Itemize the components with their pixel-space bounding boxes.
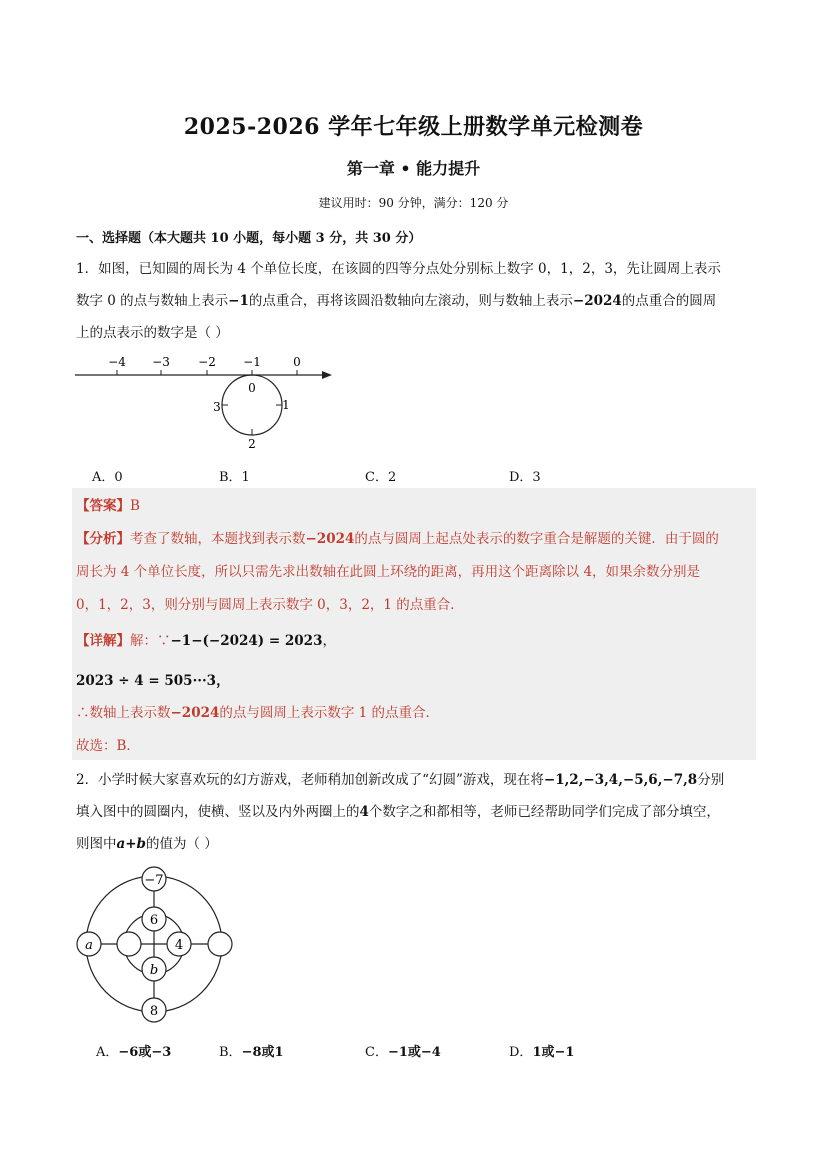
option-value: 1或−1: [532, 1045, 575, 1060]
q2-text: 则图中: [76, 836, 117, 852]
q1-text: 的点重合，再将该圆沿数轴向左滚动，则与数轴上表示: [248, 293, 573, 309]
detail-line-3: [76, 704, 766, 722]
circle-label-2: 2: [248, 437, 256, 451]
node-right: [208, 932, 232, 956]
q2-math-numbers: −1,2,−3,4,−5,6,−7,8: [543, 772, 698, 788]
q1-option-d[interactable]: D．3: [509, 470, 541, 485]
analysis-text: 考查了数轴，本题找到表示数: [130, 531, 306, 547]
detail-tag: 【详解】: [76, 633, 130, 649]
option-letter: A．: [96, 1045, 119, 1060]
q2-option-a[interactable]: [96, 1041, 171, 1060]
detail-math: −2024: [170, 705, 220, 721]
detail-line-2: 2023 ÷ 4 = 505···3，: [76, 673, 230, 689]
node-inner-bottom-label: b: [149, 963, 159, 978]
option-letter: C．: [365, 1045, 388, 1060]
circle-label-3: 3: [213, 400, 221, 414]
q1-option-c[interactable]: C．2: [365, 470, 397, 485]
q2-text: 2．小学时候大家喜欢玩的幻方游戏，老师稍加创新改成了“幻圆”游戏，现在将: [76, 772, 544, 788]
time-info: 建议用时：90 分钟，满分：120 分: [318, 196, 509, 210]
q1-figure-number-line: [70, 350, 340, 455]
circle-label-1: 1: [282, 398, 290, 412]
node-left-label: a: [85, 938, 93, 953]
q2-line-3: [76, 835, 766, 853]
q1-option-a[interactable]: A．0: [92, 470, 123, 485]
q2-math-four: 4: [359, 804, 369, 820]
option-letter: D．: [509, 1045, 533, 1060]
tick-label: −3: [152, 355, 170, 369]
tick-label: 0: [293, 355, 301, 369]
node-inner-right-label: 4: [174, 938, 184, 953]
q2-line-1: [76, 771, 766, 789]
node-inner-left: [117, 932, 141, 956]
analysis-line-1: [76, 530, 766, 548]
node-bottom-label: 8: [149, 1004, 159, 1019]
q2-text: 分别: [697, 772, 725, 788]
node-top-label: −7: [144, 873, 164, 888]
q1-text: 的点重合的圆周: [621, 293, 717, 309]
q2-option-c[interactable]: [365, 1041, 441, 1060]
tick-label: −4: [108, 355, 126, 369]
option-letter: B．: [219, 1045, 242, 1060]
option-value: −6或−3: [118, 1045, 172, 1060]
q1-line-2: [76, 292, 766, 310]
detail-text: 的点与圆周上表示数字 1 的点重合．: [219, 705, 440, 721]
q2-math-ab: a+b: [116, 836, 146, 852]
detail-text: 解：∵: [130, 633, 171, 649]
q1-text: 数字 0 的点与数轴上表示: [76, 293, 229, 309]
page-title: 2025-2026 学年七年级上册数学单元检测卷: [183, 114, 644, 140]
detail-line-1: [76, 632, 766, 650]
q1-line-1: 1．如图，已知圆的周长为 4 个单位长度，在该圆的四等分点处分别标上数字 0，1，2，3，先让圆周上表示: [76, 261, 721, 277]
q1-line-3: 上的点表示的数字是（ ）: [76, 325, 229, 341]
answer-tag: 【答案】: [76, 498, 130, 514]
option-value: −1或−4: [387, 1045, 441, 1060]
analysis-tag: 【分析】: [76, 531, 130, 547]
detail-line-4: 故选：B．: [76, 738, 140, 754]
q2-magic-circle-figure: [70, 862, 245, 1030]
circle-label-0: 0: [248, 381, 256, 395]
node-inner-top-label: 6: [149, 913, 159, 928]
analysis-text: 的点与圆周上起点处表示的数字重合是解题的关键．由于圆的: [354, 531, 719, 547]
q2-text: 个数字之和都相等，老师已经帮助同学们完成了部分填空，: [368, 804, 720, 820]
detail-text: ，: [322, 633, 336, 649]
q2-option-d[interactable]: [509, 1041, 574, 1060]
axis-arrow-icon: [322, 371, 332, 379]
answer-value: B: [130, 498, 140, 514]
detail-math: −1−(−2024) = 2023: [170, 633, 323, 649]
tick-label: −1: [243, 355, 261, 369]
analysis-line-2: 周长为 4 个单位长度，所以只需先求出数轴在此圆上环绕的距离，再用这个距离除以 4，如果余数分别是: [76, 564, 701, 580]
q2-text: 填入图中的圆圈内，使横、竖以及内外两圈上的: [76, 804, 360, 820]
q2-option-b[interactable]: [219, 1041, 284, 1060]
tick-label: −2: [198, 355, 216, 369]
analysis-line-3: 0，1，2，3，则分别与圆周上表示数字 0，3，2，1 的点重合．: [76, 597, 464, 613]
q1-math-neg2024: −2024: [572, 293, 622, 309]
detail-text: ∴数轴上表示数: [76, 705, 171, 721]
q2-text: 的值为（ ）: [146, 836, 218, 852]
option-value: −8或1: [241, 1045, 284, 1060]
q1-math-neg1: −1: [228, 293, 249, 309]
section-heading: 一、选择题（本大题共 10 小题，每小题 3 分，共 30 分）: [76, 231, 422, 246]
analysis-math: −2024: [305, 531, 355, 547]
page-subtitle: 第一章 • 能力提升: [346, 159, 481, 178]
q1-option-b[interactable]: B．1: [219, 470, 250, 485]
q2-line-2: [76, 803, 766, 821]
answer-line: [76, 497, 766, 515]
